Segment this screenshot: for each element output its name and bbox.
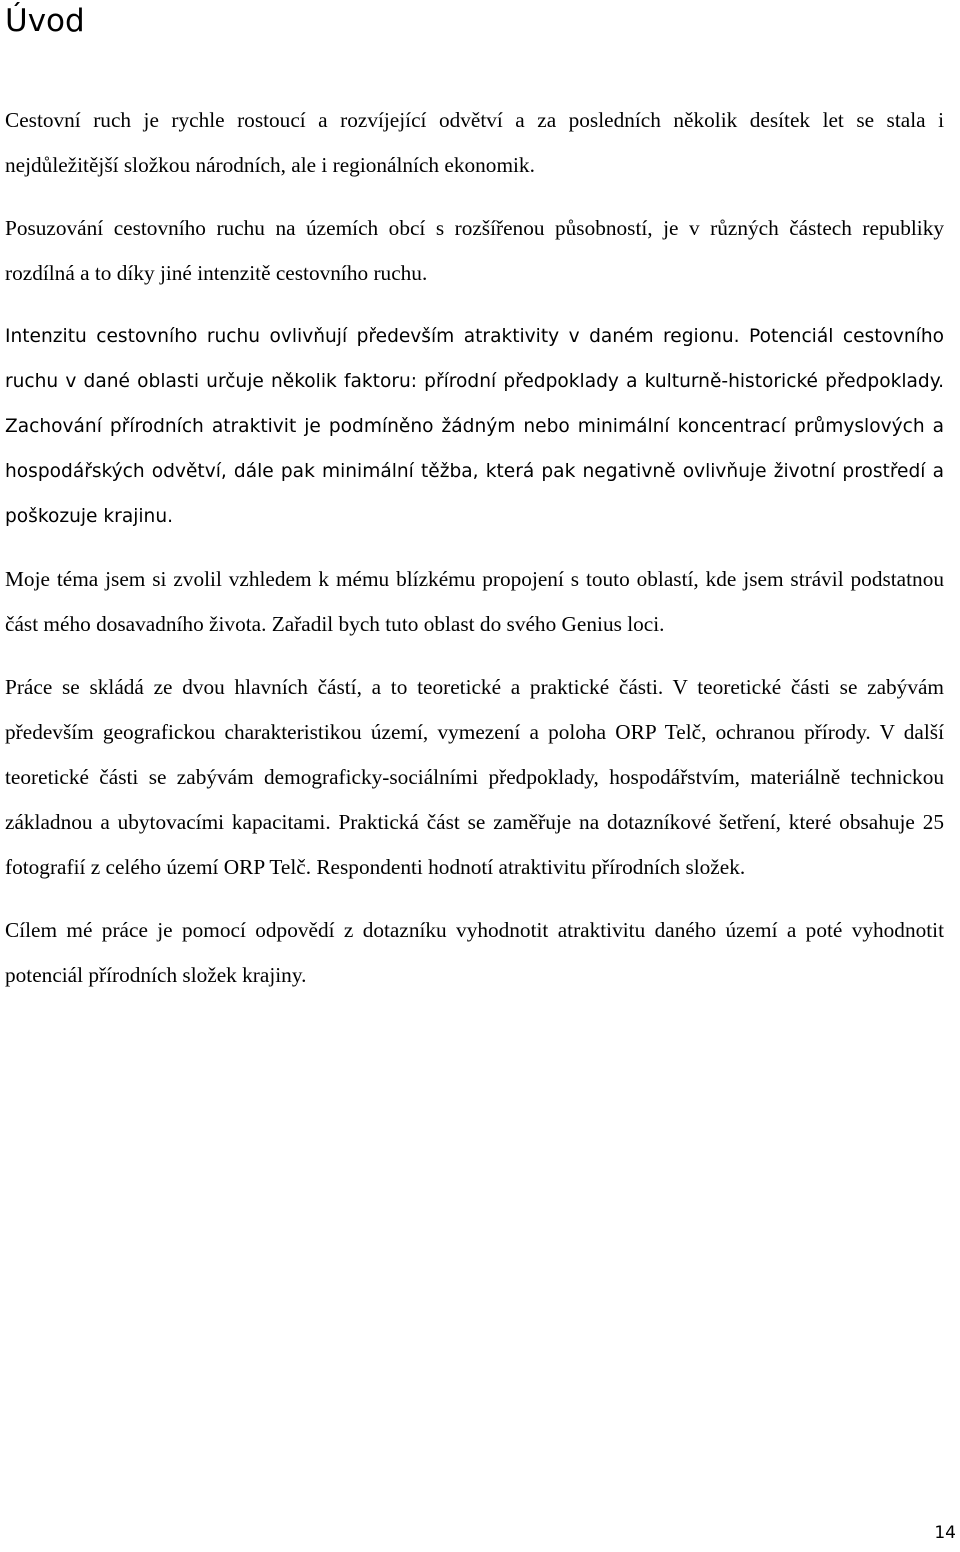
paragraph-assessment: Posuzování cestovního ruchu na územích obcí s rozšířenou působností, je v různých částech republiky rozdílná a to díky jiné intenzitě cestovního ruchu.: [5, 216, 944, 285]
paragraph-intro: Cestovní ruch je rychle rostoucí a rozvíjející odvětví a za posledních několik desítek let se stala i nejdůležitější složkou národních, ale i regionálních ekonomik.: [5, 108, 944, 177]
paragraph-intensity: Intenzitu cestovního ruchu ovlivňují především atraktivity v daném regionu. Potenciál cestovního ruchu v dané oblasti určuje několik faktoru: přírodní předpoklady a kulturně-historické předpoklady. Zachování přírodních atraktivit je podmíněno žádným nebo minimální koncentrací průmyslových a hospodářských odvětví, dále pak minimální těžba, která pak negativně ovlivňuje životní prostředí a poškozuje krajinu.: [5, 326, 944, 527]
page-title: Úvod: [5, 3, 85, 39]
paragraph-structure: Práce se skládá ze dvou hlavních částí, a to teoretické a praktické části. V teoretické části se zabývám především geografickou charakteristikou území, vymezení a poloha ORP Telč, ochranou přírody. V další teoretické části se zabývám demograficky-sociálními předpoklady, hospodářstvím, materiálně technickou základnou a ubytovacími kapacitami. Praktická část se zaměřuje na dotazníkové šetření, které obsahuje 25 fotografií z celého území ORP Telč. Respondenti hodnotí atraktivitu přírodních složek.: [5, 675, 944, 879]
document-body: [5, 98, 944, 1016]
paragraph-motivation: Moje téma jsem si zvolil vzhledem k mému blízkému propojení s touto oblastí, kde jsem strávil podstatnou část mého dosavadního života. Zařadil bych tuto oblast do svého Genius loci.: [5, 567, 944, 636]
page-number: 14: [934, 1523, 956, 1543]
paragraph-goal: Cílem mé práce je pomocí odpovědí z dotazníku vyhodnotit atraktivitu daného území a poté vyhodnotit potenciál přírodních složek krajiny.: [5, 918, 944, 987]
